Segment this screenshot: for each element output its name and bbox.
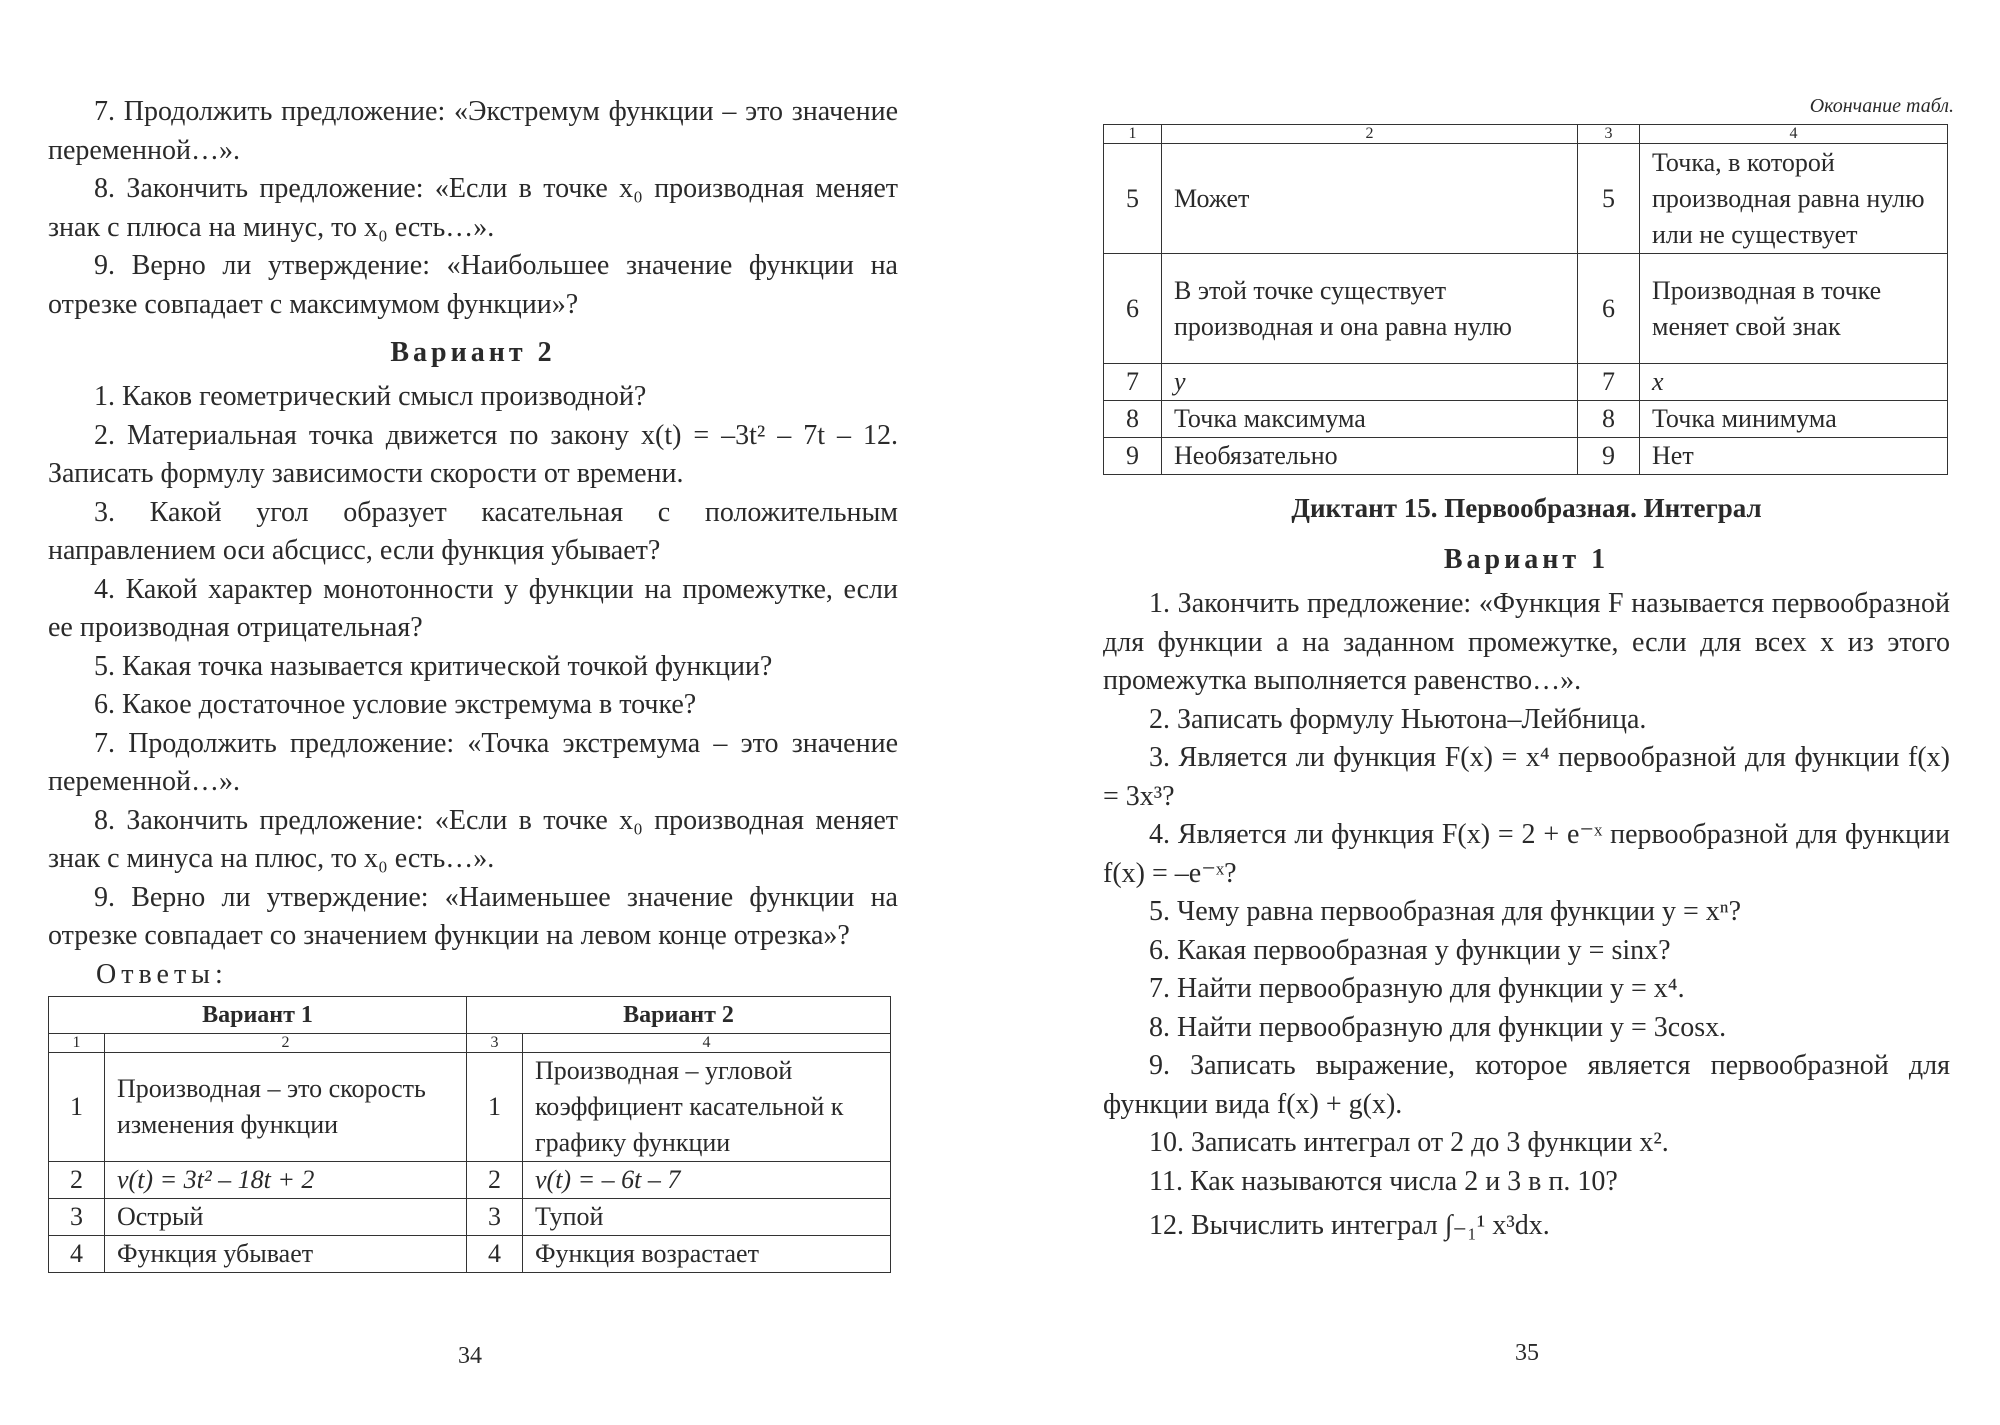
question: 5. Чему равна первообразная для функции y = xⁿ? bbox=[1149, 896, 1741, 927]
row-number: 9 bbox=[1578, 438, 1640, 475]
header-variant-2: Вариант 2 bbox=[467, 996, 891, 1033]
question: 9. Верно ли утверждение: «Наименьшее значение функции на отрезке совпадает со значением функции на левом конце отрезка»? bbox=[48, 881, 898, 951]
row-number: 6 bbox=[1578, 254, 1640, 364]
column-index-row bbox=[49, 1033, 891, 1052]
answer-cell: Функция возрастает bbox=[523, 1235, 891, 1272]
question-7: 7. Продолжить предложение: «Экстремум функции – это значение переменной…». bbox=[48, 96, 898, 166]
question: 10. Записать интеграл от 2 до 3 функции x². bbox=[1149, 1127, 1669, 1158]
question: 12. Вычислить интеграл ∫₋₁¹ x³dx. bbox=[1149, 1210, 1550, 1241]
table-header-row bbox=[49, 996, 891, 1033]
question: 3. Является ли функция F(x) = x⁴ первообразной для функции f(x) = 3x³? bbox=[1103, 742, 1950, 812]
answer-cell: Нет bbox=[1640, 438, 1948, 475]
row-number: 3 bbox=[467, 1198, 523, 1235]
variant-2-heading: Вариант 2 bbox=[390, 337, 556, 368]
row-number: 8 bbox=[1104, 401, 1162, 438]
question: 3. Какой угол образует касательная с положительным направлением оси абсцисс, если функция убывает? bbox=[48, 496, 898, 566]
answers-table bbox=[48, 996, 891, 1273]
question: 7. Найти первообразную для функции y = x⁴. bbox=[1149, 973, 1685, 1004]
col-index: 4 bbox=[523, 1033, 891, 1052]
question: 6. Какая первообразная у функции y = sinx? bbox=[1149, 934, 1671, 966]
answer-cell: Может bbox=[1162, 144, 1578, 254]
variant-2-questions bbox=[48, 378, 898, 956]
table-row bbox=[49, 1161, 891, 1198]
row-number: 1 bbox=[49, 1052, 105, 1161]
question: 2. Материальная точка движется по закону x(t) = –3t² – 7t – 12. Записать формулу зависимости скорости от времени. bbox=[48, 419, 898, 489]
table-row bbox=[1104, 401, 1948, 438]
answer-cell: y bbox=[1162, 364, 1578, 401]
page-number-left: 34 bbox=[458, 1343, 482, 1369]
col-index: 3 bbox=[1578, 125, 1640, 144]
question-8: 8. Закончить предложение: «Если в точке x₀ производная меняет знак с плюса на минус, то x₀ есть…». bbox=[48, 173, 898, 243]
answers-title: Ответы: bbox=[96, 958, 228, 990]
question: 11. Как называются числа 2 и 3 в п. 10? bbox=[1149, 1165, 1618, 1197]
table-row bbox=[1104, 438, 1948, 475]
header-variant-1: Вариант 1 bbox=[49, 996, 467, 1033]
question: 2. Записать формулу Ньютона–Лейбница. bbox=[1149, 703, 1647, 735]
answer-cell: Точка минимума bbox=[1640, 401, 1948, 438]
answer-cell: Точка максимума bbox=[1162, 401, 1578, 438]
left-page bbox=[48, 0, 898, 1273]
row-number: 8 bbox=[1578, 401, 1640, 438]
answer-cell: Точка, в которой производная равна нулю или не существует bbox=[1640, 144, 1948, 254]
table-row bbox=[1104, 144, 1948, 254]
row-number: 2 bbox=[467, 1161, 523, 1198]
questions-tail-variant1 bbox=[48, 93, 898, 324]
variant-1-questions bbox=[1103, 585, 1950, 1246]
table-row bbox=[1104, 254, 1948, 364]
answer-cell: Производная в точке меняет свой знак bbox=[1640, 254, 1948, 364]
col-index: 2 bbox=[105, 1033, 467, 1052]
answer-cell: x bbox=[1640, 364, 1948, 401]
page-number-right: 35 bbox=[1515, 1340, 1539, 1366]
question: 5. Какая точка называется критической точкой функции? bbox=[94, 650, 773, 682]
row-number: 5 bbox=[1578, 144, 1640, 254]
row-number: 2 bbox=[49, 1161, 105, 1198]
question: 4. Является ли функция F(x) = 2 + e⁻ˣ первообразной для функции f(x) = –e⁻ˣ? bbox=[1103, 819, 1950, 889]
answer-cell: Производная – это скорость изменения функции bbox=[105, 1052, 467, 1161]
question: 9. Записать выражение, которое является первообразной для функции вида f(x) + g(x). bbox=[1103, 1050, 1950, 1120]
question: 1. Каков геометрический смысл производной? bbox=[94, 381, 647, 412]
row-number: 7 bbox=[1104, 364, 1162, 401]
row-number: 6 bbox=[1104, 254, 1162, 364]
question-9: 9. Верно ли утверждение: «Наибольшее значение функции на отрезке совпадает с максимумом функции»? bbox=[48, 250, 898, 320]
question: 8. Закончить предложение: «Если в точке x₀ производная меняет знак с минуса на плюс, то x₀ есть…». bbox=[48, 804, 898, 874]
row-number: 4 bbox=[49, 1235, 105, 1272]
answer-cell: v(t) = 3t² – 18t + 2 bbox=[105, 1161, 467, 1198]
answer-cell: Тупой bbox=[523, 1198, 891, 1235]
row-number: 1 bbox=[467, 1052, 523, 1161]
right-page bbox=[1103, 0, 1954, 1246]
answer-cell: Острый bbox=[105, 1198, 467, 1235]
answer-cell: v(t) = – 6t – 7 bbox=[523, 1161, 891, 1198]
continuation-note: Окончание табл. bbox=[1809, 95, 1954, 117]
answer-cell: Функция убывает bbox=[105, 1235, 467, 1272]
table-row bbox=[49, 1198, 891, 1235]
table-row bbox=[49, 1052, 891, 1161]
row-number: 4 bbox=[467, 1235, 523, 1272]
question: 1. Закончить предложение: «Функция F называется первообразной для функции a на заданном промежутке, если для всех x из этого промежутка выполняется равенство…». bbox=[1103, 588, 1950, 696]
answers-table-continued bbox=[1103, 124, 1948, 475]
question: 4. Какой характер монотонности у функции на промежутке, если ее производная отрицательная? bbox=[48, 573, 898, 643]
question: 7. Продолжить предложение: «Точка экстремума – это значение переменной…». bbox=[48, 727, 898, 797]
col-index: 2 bbox=[1162, 125, 1578, 144]
col-index: 4 bbox=[1640, 125, 1948, 144]
col-index: 1 bbox=[49, 1033, 105, 1052]
row-number: 9 bbox=[1104, 438, 1162, 475]
col-index: 1 bbox=[1104, 125, 1162, 144]
question: 8. Найти первообразную для функции y = 3cosx. bbox=[1149, 1011, 1727, 1043]
table-row bbox=[49, 1235, 891, 1272]
column-index-row bbox=[1104, 125, 1948, 144]
question: 6. Какое достаточное условие экстремума в точке? bbox=[94, 689, 697, 720]
col-index: 3 bbox=[467, 1033, 523, 1052]
answer-cell: В этой точке существует производная и она равна нулю bbox=[1162, 254, 1578, 364]
variant-1-heading: Вариант 1 bbox=[1443, 544, 1610, 575]
row-number: 7 bbox=[1578, 364, 1640, 401]
row-number: 3 bbox=[49, 1198, 105, 1235]
answer-cell: Необязательно bbox=[1162, 438, 1578, 475]
row-number: 5 bbox=[1104, 144, 1162, 254]
answer-cell: Производная – угловой коэффициент касательной к графику функции bbox=[523, 1052, 891, 1161]
dictation-title: Диктант 15. Первообразная. Интеграл bbox=[1291, 493, 1762, 523]
table-row bbox=[1104, 364, 1948, 401]
